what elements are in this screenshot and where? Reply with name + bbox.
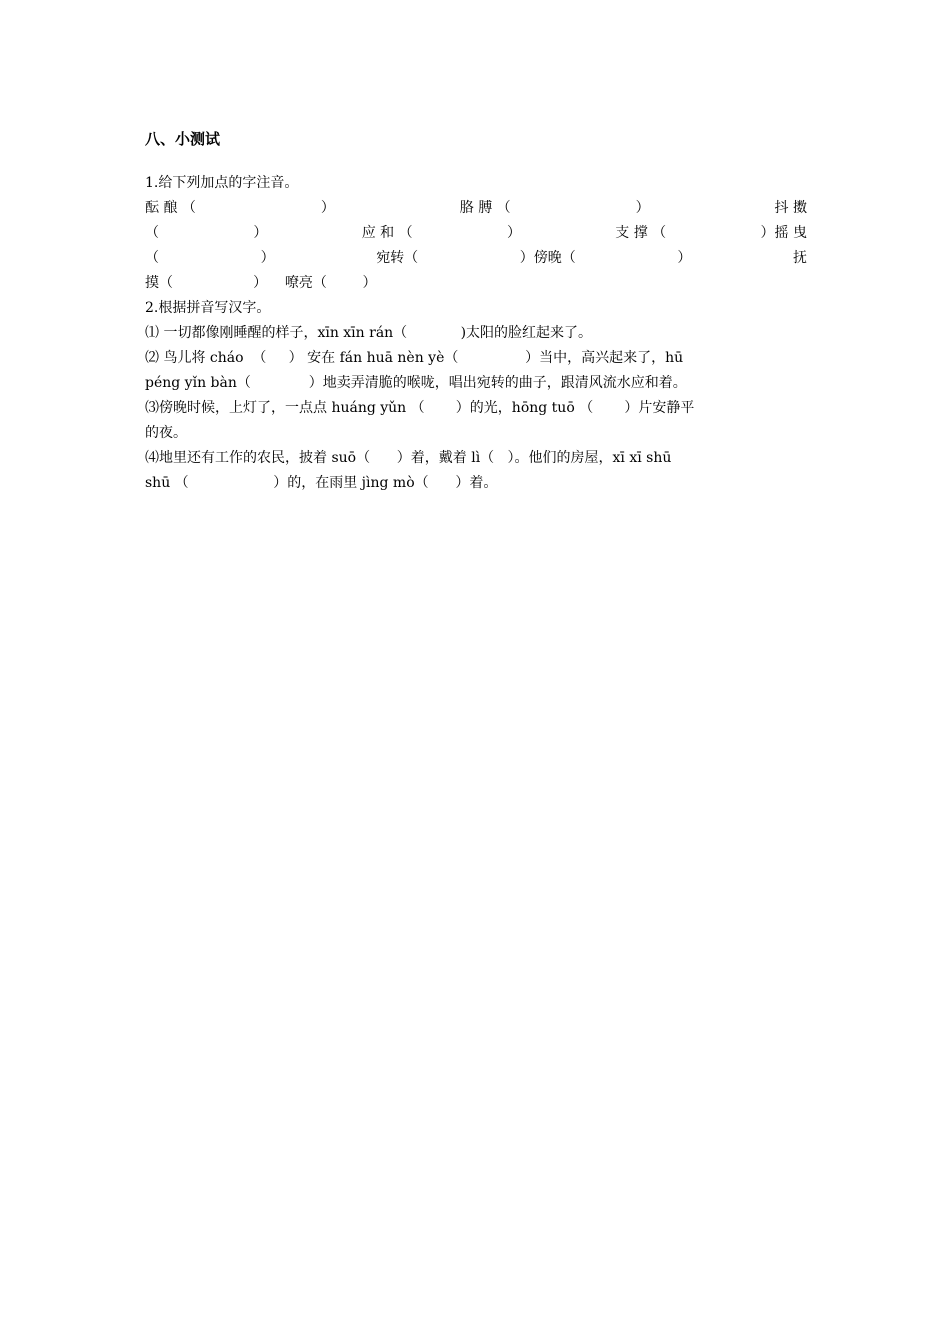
blank-close: ） (677, 250, 692, 266)
question-2-title: 2.根据拼音写汉字。 (145, 300, 271, 316)
blank-close: ） (506, 225, 521, 241)
question-1-line-2 (145, 224, 807, 242)
section-heading: 八、小测试 (145, 130, 221, 148)
word-wanzhuan: 宛转（ (376, 250, 419, 266)
blank-close: ） (320, 200, 335, 216)
blank-close: ） (260, 250, 275, 266)
word-fumo-start: 抚 (792, 250, 807, 266)
blank-close: ） (635, 200, 650, 216)
question-1-title: 1.给下列加点的字注音。 (145, 175, 299, 191)
question-2-item-2-cont: péng yǐn bàn（ ）地卖弄清脆的喉咙，唱出宛转的曲子，跟清风流水应和着。 (145, 375, 687, 391)
blank-open: （ (145, 225, 159, 241)
question-2-item-4: ⑷地里还有工作的农民，披着 suō（ ）着，戴着 lì（ ）。他们的房屋，xī xī shū (145, 450, 672, 466)
question-2-item-4-cont: shū （ ）的，在雨里 jìng mò（ ）着。 (145, 475, 498, 491)
word-yunniang: 酝 酿 （ (145, 200, 196, 216)
word-bangwan: ）傍晚（ (519, 250, 576, 266)
question-2-item-3-cont: 的夜。 (145, 425, 187, 441)
word-dousou: 抖 擞 (774, 200, 807, 216)
blank-open: （ (145, 250, 159, 266)
word-yaoye: ）摇 曳 (760, 225, 807, 241)
question-2-item-3: ⑶傍晚时候，上灯了，一点点 huáng yǔn （ ）的光，hōng tuō （ ）片安静平 (145, 400, 695, 416)
word-gebo: 胳 膊 （ (459, 200, 511, 216)
word-yinghe: 应 和 （ (361, 225, 413, 241)
question-1-line-3 (145, 249, 807, 267)
question-2-item-1: ⑴ 一切都像刚睡醒的样子，xīn xīn rán（ )太阳的脸红起来了。 (145, 325, 593, 341)
blank-close: ） (253, 225, 268, 241)
question-1-line-1 (145, 199, 807, 217)
question-1-line-4: 摸（ ） 嘹亮（ ） (145, 275, 377, 291)
question-2-item-2: ⑵ 鸟儿将 cháo （ ） 安在 fán huā nèn yè（ ）当中，高兴起来了，hū (145, 350, 684, 366)
word-zhicheng: 支 撑 （ (615, 225, 667, 241)
